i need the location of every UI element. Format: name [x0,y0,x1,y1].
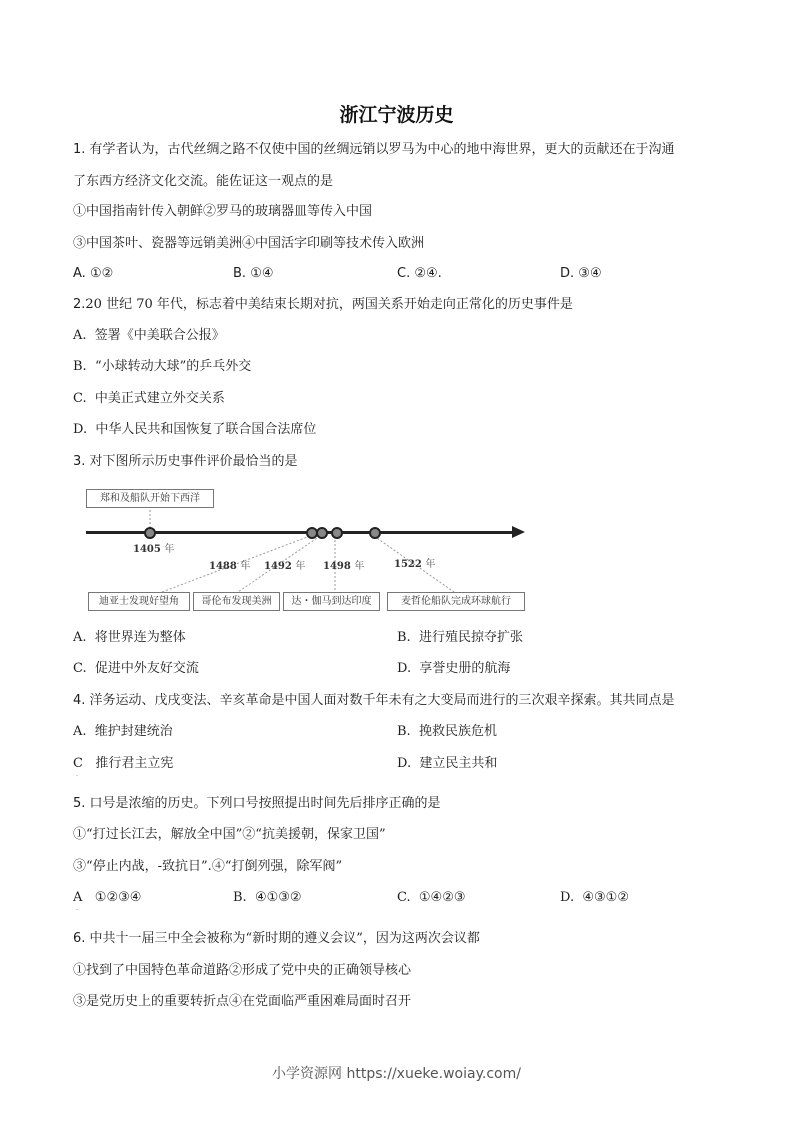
question-1-statement-2: ③中国茶叶、瓷器等远销美洲④中国活字印刷等技术传入欧洲 [73,236,425,251]
question-3-option-c: C. 促进中外友好交流 [73,661,199,676]
question-6-statement-2: ③是党历史上的重要转折点④在党面临严重困难局面时召开 [73,994,412,1009]
question-6-statement-1: ①找到了中国特色革命道路②形成了党中央的正确领导核心 [73,963,412,978]
stray-mark: · [76,906,79,914]
timeline-event-magellan: 麦哲伦船队完成环球航行 [387,592,525,611]
question-3-stem: 3. 对下图所示历史事件评价最恰当的是 [73,454,298,469]
question-4-number: 4. [73,693,86,708]
timeline-event-zhenghe: 郑和及船队开始下西洋 [86,489,214,508]
timeline-event-dagama: 达・伽马到达印度 [283,592,380,611]
question-5-stem: 5. 口号是浓缩的历史。下列口号按照提出时间先后排序正确的是 [73,796,441,811]
question-1-number: 1. [73,142,86,157]
question-3-number: 3. [73,454,86,469]
timeline-year-1522: 1522 年 [394,559,436,570]
question-2-option-d: D. 中华人民共和国恢复了联合国合法席位 [73,422,317,437]
document-title: 浙江宁波历史 [339,104,454,126]
stray-mark: · [76,772,79,780]
question-6-number: 6. [73,931,86,946]
question-1-option-b: B. ①④ [233,266,274,281]
timeline-diagram [84,488,534,614]
question-5-statement-2: ③“停止内战，-致抗日”.④“打倒列强，除军阀” [73,859,343,874]
question-3-option-a: A. 将世界连为整体 [73,630,186,645]
question-1-stem-line-2: 了东西方经济文化交流。能佐证这一观点的是 [73,174,334,189]
question-4-option-b: B. 挽救民族危机 [397,724,497,739]
question-1-option-c: C. ②④. [397,266,442,281]
question-5-statement-1: ①“打过长江去，解放全中国”②“抗美援朝，保家卫国” [73,827,386,842]
question-2-option-b: B. “小球转动大球”的乒乓外交 [73,359,252,374]
question-1-option-d: D. ③④ [560,266,602,281]
timeline-dot-1492 [316,527,328,539]
timeline-event-columbus: 哥伦布发现美洲 [193,592,280,611]
timeline-year-1492: 1492 年 [264,561,306,572]
question-5-option-c: C. ①④②③ [397,890,466,905]
question-3-option-b: B. 进行殖民掠夺扩张 [397,630,523,645]
question-5-option-d: D. ④③①② [560,890,629,905]
timeline-year-1498: 1498 年 [323,561,365,572]
question-5-number: 5. [73,796,86,811]
timeline-event-dias: 迪亚士发现好望角 [88,592,190,611]
question-6-stem: 6. 中共十一届三中全会被称为“新时期的遵义会议”，因为这两次会议都 [73,931,480,946]
question-1-statement-1: ①中国指南针传入朝鲜②罗马的玻璃器皿等传入中国 [73,204,373,219]
question-5-option-b: B. ④①③② [233,890,302,905]
question-2-option-c: C. 中美正式建立外交关系 [73,391,225,406]
timeline-year-1405: 1405 年 [133,544,175,555]
timeline-year-1488: 1488 年 [209,561,251,572]
question-5-option-a: A ①②③④ [73,890,142,905]
question-4-option-d: D. 建立民主共和 [397,756,498,771]
question-4-option-a: A. 维护封建统治 [73,724,173,739]
timeline-dot-1522 [369,527,381,539]
question-4-option-c: C 推行君主立宪 [73,756,174,771]
question-2-stem: 2.20 世纪 70 年代，标志着中美结束长期对抗，两国关系开始走向正常化的历史事件是 [73,297,573,312]
question-1-stem-line-1: 1. 有学者认为，古代丝绸之路不仅使中国的丝绸远销以罗马为中心的地中海世界，更大的贡献还在于沟通 [73,142,675,157]
timeline-arrow-icon [512,526,525,538]
footer-watermark: 小学资源网 https://xueke.woiay.com/ [272,1066,521,1082]
question-2-number: 2. [73,297,86,312]
timeline-dot-1498 [331,527,343,539]
question-2-option-a: A. 签署《中美联合公报》 [73,328,225,343]
timeline-dot-1405 [144,527,156,539]
question-1-option-a: A. ①② [73,266,114,281]
question-4-stem: 4. 洋务运动、戊戌变法、辛亥革命是中国人面对数千年未有之大变局而进行的三次艰辛探索。其共同点是 [73,693,675,708]
question-3-option-d: D. 享誉史册的航海 [397,661,511,676]
